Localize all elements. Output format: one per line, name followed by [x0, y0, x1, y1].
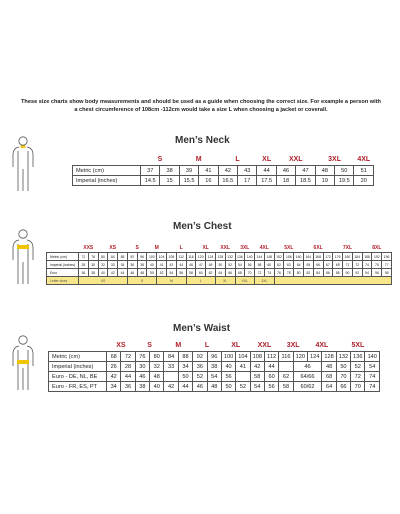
body-figure-neck — [10, 135, 36, 193]
cell: 100 — [221, 352, 235, 362]
cell: 90 — [343, 269, 353, 277]
cell: 42 — [108, 269, 118, 277]
cell: L — [186, 277, 215, 285]
cell: 38 — [207, 362, 221, 372]
cell: 68 — [235, 269, 245, 277]
row-label: Imperial (inches) — [49, 362, 107, 372]
cell: 74 — [365, 382, 380, 392]
size-label: 3XL — [328, 155, 341, 163]
cell: 108 — [250, 352, 264, 362]
cell — [236, 372, 250, 382]
cell — [274, 277, 391, 285]
cell: 30 — [88, 261, 98, 269]
cell: 32 — [150, 362, 164, 372]
body-figure-chest — [10, 228, 36, 286]
size-label: L — [179, 245, 183, 251]
cell: 184 — [352, 253, 362, 261]
chest-title: Men’s Chest — [173, 221, 232, 232]
cell: 72 — [79, 253, 89, 261]
cell: 148 — [264, 253, 274, 261]
intro-text: These size charts show body measurements and should be used as a guide when choosing the correct size. For example a person with a chest circumference of 108cm -112cm would take a size L when choosing a jacket or coverall. — [21, 99, 381, 113]
cell: 54 — [167, 269, 177, 277]
cell: 84 — [164, 352, 178, 362]
cell: 50 — [335, 166, 354, 176]
cell: 136 — [351, 352, 365, 362]
cell: 56 — [176, 269, 186, 277]
cell: 74 — [264, 269, 274, 277]
size-label: 4XL — [315, 341, 329, 349]
cell: 38 — [137, 261, 147, 269]
cell: 64 — [322, 382, 336, 392]
cell: 36 — [193, 362, 207, 372]
cell: 56 — [264, 382, 278, 392]
waist-table — [48, 339, 380, 392]
chest-letter-row — [47, 277, 392, 285]
neck-size-row — [73, 153, 374, 166]
cell: 40 — [221, 362, 235, 372]
cell: 60 — [264, 261, 274, 269]
cell: 34 — [107, 382, 121, 392]
cell: 38 — [160, 166, 179, 176]
cell: 124 — [206, 253, 216, 261]
cell: 116 — [279, 352, 293, 362]
cell: 28 — [79, 261, 89, 269]
cell: 40 — [150, 382, 164, 392]
cell: 58 — [250, 372, 264, 382]
size-label: 4XL — [259, 245, 269, 251]
cell: 74 — [362, 261, 372, 269]
cell: 20 — [354, 176, 374, 186]
cell: 58 — [255, 261, 265, 269]
size-label: XS — [109, 245, 117, 251]
cell: 48 — [206, 261, 216, 269]
size-label: 3XL — [286, 341, 300, 349]
cell: 52 — [351, 362, 365, 372]
cell: 46 — [293, 362, 322, 372]
cell: 72 — [255, 269, 265, 277]
row-label: Imperial (inches) — [47, 261, 79, 269]
cell: 50 — [336, 362, 350, 372]
cell: 48 — [315, 166, 334, 176]
cell: 68 — [322, 372, 336, 382]
cell: 17.5 — [257, 176, 276, 186]
cell: 136 — [235, 253, 245, 261]
cell: 41 — [157, 261, 167, 269]
neck-table — [72, 153, 374, 186]
size-label: M — [195, 155, 202, 163]
cell: 104 — [157, 253, 167, 261]
row-label: Imperial (inches) — [73, 176, 141, 186]
cell: 112 — [264, 352, 278, 362]
cell: 68 — [107, 352, 121, 362]
cell: 64 — [215, 269, 225, 277]
cell: 30 — [135, 362, 149, 372]
cell: 37 — [141, 166, 160, 176]
body-figure-waist — [10, 334, 36, 392]
size-label: XXS — [83, 245, 94, 251]
cell: 42 — [218, 166, 237, 176]
cell: 46 — [276, 166, 295, 176]
cell: 71 — [343, 261, 353, 269]
cell: 168 — [313, 253, 323, 261]
cell: 128 — [322, 352, 336, 362]
cell: 15.5 — [179, 176, 198, 186]
waist-size-row — [49, 339, 380, 352]
chest-metric-row — [47, 253, 392, 261]
cell: 33 — [108, 261, 118, 269]
cell: 46 — [127, 269, 137, 277]
size-label: 8XL — [372, 245, 382, 251]
cell: 72 — [121, 352, 135, 362]
cell: 88 — [118, 253, 128, 261]
size-label: XXL — [257, 341, 272, 349]
cell: 32 — [98, 261, 108, 269]
cell: 60/62 — [293, 382, 322, 392]
cell: 66 — [313, 261, 323, 269]
cell: 56 — [221, 372, 235, 382]
size-label: XS — [116, 341, 126, 349]
size-label: 4XL — [357, 155, 371, 163]
cell: 124 — [308, 352, 322, 362]
cell: 52 — [157, 269, 167, 277]
cell: 36 — [79, 269, 89, 277]
cell: 54 — [365, 362, 380, 372]
cell: 44 — [121, 372, 135, 382]
waist-imperial-row — [49, 362, 380, 372]
size-label: XXL — [288, 155, 303, 163]
cell: 176 — [333, 253, 343, 261]
cell: 70 — [351, 382, 365, 392]
cell: 36 — [121, 382, 135, 392]
row-label: Letter sizes — [47, 277, 79, 285]
cell: 70 — [336, 372, 350, 382]
size-label: XL — [262, 155, 272, 163]
size-label: S — [157, 155, 163, 163]
cell: 48 — [150, 372, 164, 382]
cell: 44 — [178, 382, 192, 392]
size-label: M — [154, 245, 159, 251]
size-label: 5XL — [284, 245, 294, 251]
size-label: XXL — [220, 245, 231, 251]
cell: 84 — [313, 269, 323, 277]
size-label: XL — [231, 341, 241, 349]
size-label: 5XL — [351, 341, 365, 349]
cell: 104 — [236, 352, 250, 362]
cell: 92 — [352, 269, 362, 277]
cell: 16.5 — [218, 176, 237, 186]
cell: 62 — [206, 269, 216, 277]
cell: 76 — [88, 253, 98, 261]
cell: 19.5 — [335, 176, 354, 186]
size-label: 3XL — [240, 245, 250, 251]
cell: 44 — [257, 166, 276, 176]
row-label: Metric (cm) — [47, 253, 79, 261]
cell: XXL — [235, 277, 255, 285]
cell: S — [127, 277, 156, 285]
cell: 40 — [98, 269, 108, 277]
cell: 14.5 — [141, 176, 160, 186]
cell: 54 — [235, 261, 245, 269]
cell: 74 — [365, 372, 380, 382]
cell: 160 — [294, 253, 304, 261]
cell: 108 — [167, 253, 177, 261]
cell: 82 — [303, 269, 313, 277]
cell: 100 — [147, 253, 157, 261]
chest-imperial-row — [47, 261, 392, 269]
cell: 62 — [279, 372, 293, 382]
cell: 46 — [186, 261, 196, 269]
cell: 94 — [362, 269, 372, 277]
cell: 42 — [250, 362, 264, 372]
cell: 15 — [160, 176, 179, 186]
cell: 48 — [322, 362, 336, 372]
cell: 92 — [127, 253, 137, 261]
cell: 50 — [221, 382, 235, 392]
cell: 46 — [193, 382, 207, 392]
cell: 48 — [137, 269, 147, 277]
cell: 39 — [179, 166, 198, 176]
cell: 66 — [225, 269, 235, 277]
cell: 18.5 — [296, 176, 315, 186]
cell: M — [157, 277, 186, 285]
cell: 36 — [127, 261, 137, 269]
cell: 192 — [372, 253, 382, 261]
cell: 96 — [207, 352, 221, 362]
cell: 28 — [121, 362, 135, 372]
cell: 196 — [382, 253, 392, 261]
cell: 3XL — [255, 277, 275, 285]
neck-imperial-row — [73, 176, 374, 186]
cell: 96 — [372, 269, 382, 277]
neck-title: Men’s Neck — [175, 135, 230, 146]
size-label: S — [135, 245, 139, 251]
cell — [279, 362, 293, 372]
cell: 26 — [107, 362, 121, 372]
cell: 44 — [118, 269, 128, 277]
cell: 70 — [245, 269, 255, 277]
cell: 72 — [351, 372, 365, 382]
cell: 47 — [196, 261, 206, 269]
cell: 172 — [323, 253, 333, 261]
cell: 65 — [303, 261, 313, 269]
cell: 52 — [225, 261, 235, 269]
cell: 47 — [296, 166, 315, 176]
cell: 43 — [238, 166, 257, 176]
cell: 152 — [274, 253, 284, 261]
cell: 42 — [167, 261, 177, 269]
waist-euro-fr-row — [49, 382, 380, 392]
cell: 180 — [343, 253, 353, 261]
cell: 42 — [107, 372, 121, 382]
cell: 50 — [178, 372, 192, 382]
cell: 34 — [118, 261, 128, 269]
size-label: XL — [202, 245, 209, 251]
cell: 75 — [372, 261, 382, 269]
cell: XS — [79, 277, 128, 285]
cell: 66 — [336, 382, 350, 392]
row-label: Metric (cm) — [73, 166, 141, 176]
cell: 18 — [276, 176, 295, 186]
row-label: Euro - FR, ES, PT — [49, 382, 107, 392]
cell: 51 — [354, 166, 374, 176]
size-label: 6XL — [313, 245, 323, 251]
cell: 120 — [293, 352, 307, 362]
cell: 64/66 — [293, 372, 322, 382]
row-label: Euro - DE, NL, BE — [49, 372, 107, 382]
cell — [164, 372, 178, 382]
cell: 58 — [186, 269, 196, 277]
cell: 34 — [178, 362, 192, 372]
cell: 128 — [215, 253, 225, 261]
cell: 98 — [382, 269, 392, 277]
cell: 60 — [264, 372, 278, 382]
cell: 116 — [186, 253, 196, 261]
cell: 56 — [245, 261, 255, 269]
cell: 38 — [88, 269, 98, 277]
size-label: M — [175, 341, 182, 349]
cell: 16 — [199, 176, 218, 186]
cell: 132 — [225, 253, 235, 261]
cell: 140 — [245, 253, 255, 261]
cell: 60 — [196, 269, 206, 277]
cell: 54 — [250, 382, 264, 392]
waist-euro-de-row — [49, 372, 380, 382]
cell: 84 — [108, 253, 118, 261]
cell: XL — [215, 277, 235, 285]
cell: 140 — [365, 352, 380, 362]
cell: 42 — [164, 382, 178, 392]
cell: 44 — [176, 261, 186, 269]
cell: 188 — [362, 253, 372, 261]
cell: 120 — [196, 253, 206, 261]
cell: 46 — [135, 372, 149, 382]
row-label: Metric (cm) — [49, 352, 107, 362]
cell: 76 — [135, 352, 149, 362]
cell: 86 — [323, 269, 333, 277]
cell: 164 — [303, 253, 313, 261]
cell: 76 — [274, 269, 284, 277]
cell: 80 — [294, 269, 304, 277]
cell: 80 — [98, 253, 108, 261]
cell: 78 — [284, 269, 294, 277]
cell: 52 — [193, 372, 207, 382]
size-label: S — [147, 341, 152, 349]
cell: 40 — [147, 261, 157, 269]
cell: 19 — [315, 176, 334, 186]
cell: 63 — [284, 261, 294, 269]
size-label: 7XL — [342, 245, 353, 251]
cell: 33 — [164, 362, 178, 372]
chest-table — [46, 244, 392, 285]
cell: 67 — [323, 261, 333, 269]
waist-metric-row — [49, 352, 380, 362]
cell: 41 — [199, 166, 218, 176]
cell: 50 — [215, 261, 225, 269]
cell: 58 — [279, 382, 293, 392]
cell: 64 — [294, 261, 304, 269]
cell: 88 — [333, 269, 343, 277]
size-label: L — [204, 341, 210, 349]
cell: 77 — [382, 261, 392, 269]
waist-title: Men’s Waist — [173, 323, 231, 334]
cell: 88 — [178, 352, 192, 362]
cell: 54 — [207, 372, 221, 382]
cell: 156 — [284, 253, 294, 261]
neck-metric-row — [73, 166, 374, 176]
cell: 48 — [207, 382, 221, 392]
chest-euro-row — [47, 269, 392, 277]
cell: 38 — [135, 382, 149, 392]
cell: 96 — [137, 253, 147, 261]
cell: 112 — [176, 253, 186, 261]
cell: 52 — [236, 382, 250, 392]
cell: 69 — [333, 261, 343, 269]
cell: 72 — [352, 261, 362, 269]
chest-size-row — [47, 244, 392, 253]
cell: 144 — [255, 253, 265, 261]
cell: 41 — [236, 362, 250, 372]
cell: 92 — [193, 352, 207, 362]
cell: 50 — [147, 269, 157, 277]
cell: 62 — [274, 261, 284, 269]
cell: 17 — [238, 176, 257, 186]
size-label: L — [235, 155, 240, 163]
row-label: Euro — [47, 269, 79, 277]
cell: 80 — [150, 352, 164, 362]
cell: 132 — [336, 352, 350, 362]
cell: 44 — [264, 362, 278, 372]
